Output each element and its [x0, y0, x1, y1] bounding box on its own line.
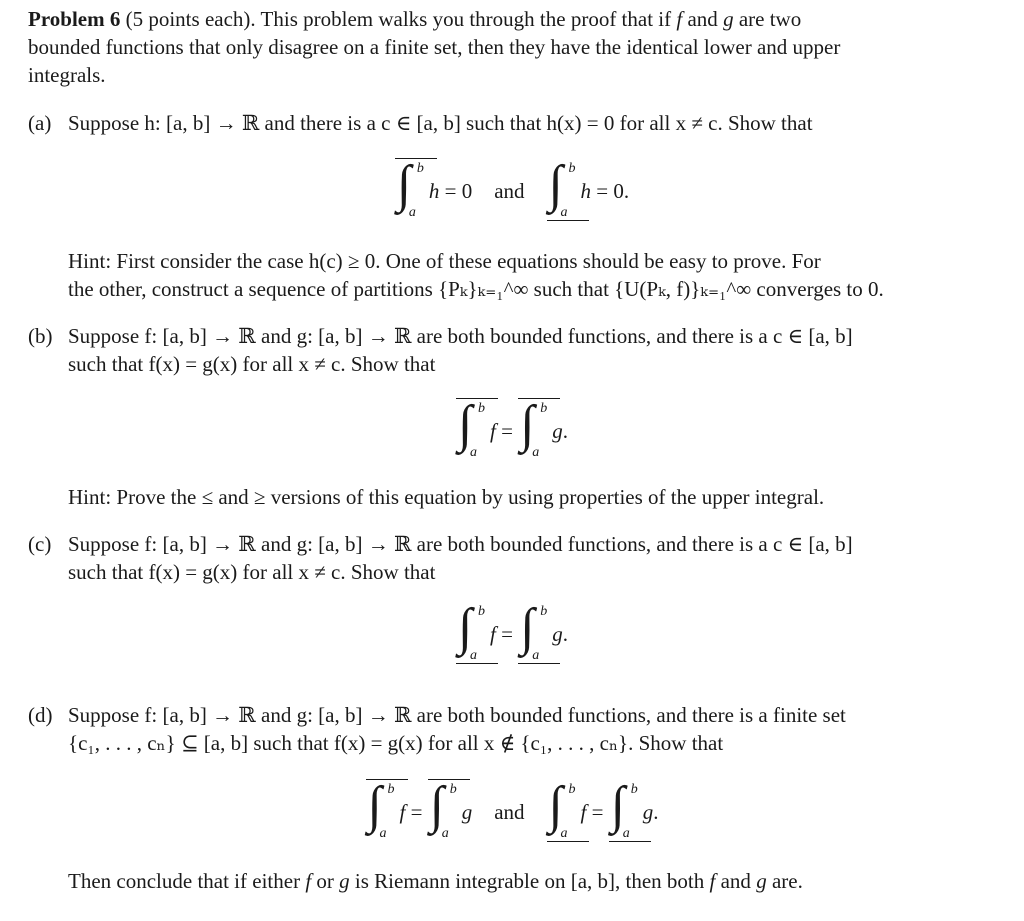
part-a-hint-1: Hint: First consider the case h(c) ≥ 0. One of these equations should be easy to prove. For: [68, 249, 821, 273]
lower-integral-symbol: ∫ b a: [547, 783, 581, 841]
part-b-equation: ∫ b a f = ∫ b a g .: [458, 396, 568, 460]
intro-text-1: This problem walks you through the proof that if: [260, 7, 672, 31]
part-a-statement: Suppose h: [a, b] → ℝ and there is a c ∈ [a, b] such that h(x) = 0 for all x ≠ c. Show that: [68, 111, 813, 135]
lower-integral-symbol: ∫ b a: [456, 605, 490, 663]
problem-points: (5 points each).: [125, 7, 256, 31]
upper-integral-symbol: ∫ b a: [428, 783, 462, 841]
part-b-label: (b): [28, 324, 53, 348]
part-c-statement-2: such that f(x) = g(x) for all x ≠ c. Show that: [68, 560, 436, 584]
part-b-hint: Hint: Prove the ≤ and ≥ versions of this equation by using properties of the upper integral.: [68, 485, 825, 509]
conclusion-text-2: or: [316, 869, 334, 893]
part-d-statement-1: Suppose f: [a, b] → ℝ and g: [a, b] → ℝ are both bounded functions, and there is a finite set: [68, 703, 846, 727]
upper-integral-symbol: ∫ b a: [456, 402, 490, 460]
intro-text-3: are two: [738, 7, 802, 31]
conclusion-text-3: is Riemann integrable on: [354, 869, 566, 893]
problem-title: Problem 6: [28, 7, 121, 31]
part-d-equation: ∫ b a f = ∫ b a g and ∫ b a f = ∫ b a g .: [367, 777, 659, 841]
part-d-label: (d): [28, 703, 53, 727]
lower-integral-symbol: ∫ b a: [609, 783, 643, 841]
intro-line-3: integrals.: [28, 63, 106, 87]
part-a-label: (a): [28, 111, 52, 135]
upper-integral-symbol: ∫ b a: [366, 783, 400, 841]
lower-integral-symbol: ∫ b a: [518, 605, 552, 663]
upper-integral-symbol: ∫ b a: [395, 162, 429, 220]
part-b-statement-1: Suppose f: [a, b] → ℝ and g: [a, b] → ℝ are both bounded functions, and there is a c ∈ [a, b]: [68, 324, 853, 348]
intro-line-2: bounded functions that only disagree on a finite set, then they have the identical lower and upper: [28, 35, 841, 59]
upper-integral-symbol: ∫ b a: [518, 402, 552, 460]
part-a-hint-2: the other, construct a sequence of partitions {Pₖ}ₖ₌₁^∞ such that {U(Pₖ, f)}ₖ₌₁^∞ converges to 0.: [68, 277, 884, 301]
part-d-statement-2: {c₁, . . . , cₙ} ⊆ [a, b] such that f(x) = g(x) for all x ∉ {c₁, . . . , cₙ}. Show that: [68, 731, 724, 755]
part-c-statement-1: Suppose f: [a, b] → ℝ and g: [a, b] → ℝ are both bounded functions, and there is a c ∈ [a, b]: [68, 532, 853, 556]
lower-integral-symbol: ∫ b a: [547, 162, 581, 220]
part-b-statement-2: such that f(x) = g(x) for all x ≠ c. Show that: [68, 352, 436, 376]
conclusion-text-1: Then conclude that if either: [68, 869, 301, 893]
conclusion-text-6: are.: [771, 869, 803, 893]
conclusion-text-4: [a, b], then both: [570, 869, 705, 893]
part-c-label: (c): [28, 532, 52, 556]
and-word: and: [494, 179, 525, 203]
intro-text-2: and: [687, 7, 718, 31]
and-word: and: [494, 800, 525, 824]
conclusion-text-5: and: [720, 869, 751, 893]
part-c-equation: ∫ b a f = ∫ b a g .: [458, 599, 568, 663]
problem-intro-line-1: Problem 6 (5 points each). This problem walks you through the proof that if f and g are two: [28, 7, 802, 31]
part-d-conclusion: Then conclude that if either f or g is Riemann integrable on [a, b], then both f and g are.: [68, 869, 803, 893]
part-a-equation: ∫ b a h = 0 and ∫ b a h = 0.: [396, 156, 630, 220]
